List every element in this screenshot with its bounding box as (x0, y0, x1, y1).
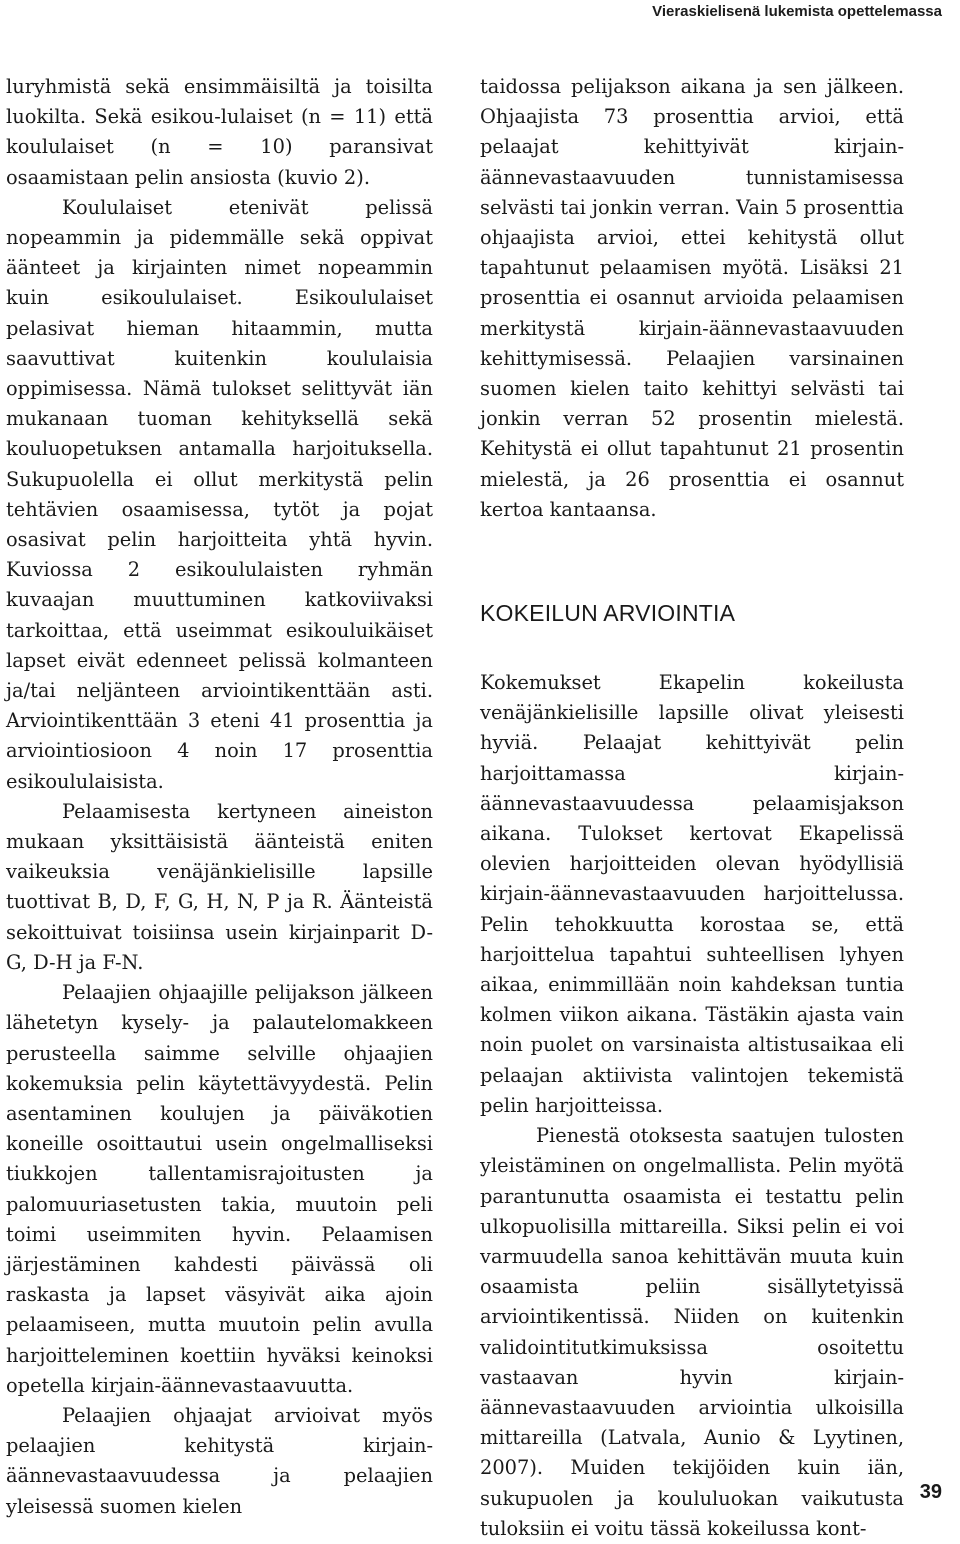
right-column (480, 72, 904, 1544)
body-paragraph: Pelaajien ohjaajille pelijakson jälkeen lähetetyn kysely- ja palautelomakkeen perusteella saimme selville ohjaajien kokemuksia pelin käytettävyydestä. Pelin asentaminen koulujen ja päiväkotien koneille osoittautui usein ongelmalliseksi tiukkojen tallentamisrajoitusten ja palomuuriasetusten takia, muutoin peli toimi useimmiten hyvin. Pelaamisen järjestäminen kahdesti päivässä oli raskasta ja lapset väsyivät aika ajoin pelaamiseen, mutta muutoin pelin avulla harjoitteleminen koettiin hyväksi keinoksi opetella kirjain-äännevastaavuutta. (6, 981, 433, 1397)
body-paragraph: Kokemukset Ekapelin kokeilusta venäjänkielisille lapsille olivat yleisesti hyviä. Pelaajat kehittyivät pelin harjoittamassa kirjain-äännevastaavuudessa pelaamisjakson aikana. Tulokset kertovat Ekapelissä olevien harjoitteiden olevan hyödyllisiä kirjain-äännevastaavuuden harjoittelussa. Pelin tehokkuutta korostaa se, että harjoittelua tapahtui suhteellisen lyhyen aikaa, enimmillään noin kahdeksan tuntia kolmen viikon aikana. Tästäkin ajasta vain noin puolet on varsinaista altistusaikaa eli pelaajan aktiivista valintojen tekemistä pelin harjoitteissa. (480, 671, 904, 1117)
running-head: Vieraskielisenä lukemista opettelemassa (652, 3, 942, 20)
body-paragraph: luryhmistä sekä ensimmäisiltä ja toisilta luokilta. Sekä esikou-lulaiset (n = 11) että koululaiset (n = 10) paransivat osaamistaan pelin ansiosta (kuvio 2). (6, 75, 433, 189)
page-number: 39 (919, 1481, 942, 1503)
body-paragraph: Pelaajien ohjaajat arvioivat myös pelaajien kehitystä kirjain-äännevastaavuudessa ja pelaajien yleisessä suomen kielen (6, 1403, 433, 1518)
section-heading: KOKEILUN ARVIOINTIA (480, 600, 736, 627)
body-paragraph: taidossa pelijakson aikana ja sen jälkeen. Ohjaajista 73 prosenttia arvioi, että pelaajat kehittyivät kirjain-äännevastaavuuden tunnistamisessa selvästi tai jonkin verran. Vain 5 prosenttia ohjaajista arvioi, ettei kehitystä ollut tapahtunut pelaamisen myötä. Lisäksi 21 prosenttia ei osannut arvioida pelaamisen merkitystä kirjain-äännevastaavuuden kehittymisessä. Pelaajien varsinainen suomen kielen taito kehittyi selvästi tai jonkin verran 52 prosentin mielestä. Kehitystä ei ollut tapahtunut 21 prosentin mielestä, ja 26 prosenttia ei osannut kertoa kantaansa. (480, 75, 904, 521)
body-paragraph: Pienestä otoksesta saatujen tulosten yleistäminen on ongelmallista. Pelin myötä parantunutta osaamista ei testattu pelin ulkopuolisilla mittareilla. Siksi pelin ei voi varmuudella sanoa kehittävän muuta kuin osaamista peliin sisällytetyissä arviointikentissä. Niiden on kuitenkin validointitutkimuksissa osoitettu vastaavan hyvin kirjain-äännevastaavuuden arviointia ulkoisilla mittareilla (Latvala, Aunio & Lyytinen, 2007). Muiden tekijöiden kuin iän, sukupuolen ja koululuokan vaikutusta tuloksiin ei voitu tässä kokeilussa kont- (480, 1124, 904, 1540)
left-column (6, 72, 433, 1522)
body-paragraph: Pelaamisesta kertyneen aineiston mukaan yksittäisistä äänteistä eniten vaikeuksia venäjänkielisille lapsille tuottivat B, D, F, G, H, N, P ja R. Äänteistä sekoittuivat toisiinsa usein kirjainparit D-G, D-H ja F-N. (6, 799, 433, 974)
body-paragraph: Koululaiset etenivät pelissä nopeammin ja pidemmälle sekä oppivat äänteet ja kirjainten nimet nopeammin kuin esikoululaiset. Esikoululaiset pelasivat hieman hitaammin, mutta saavuttivat kuitenkin koululaisia oppimisessa. Nämä tulokset selittyvät iän mukanaan tuoman kehityksellä sekä kouluopetuksen antamalla harjoituksella. Sukupuolella ei ollut merkitystä pelin tehtävien osaamisessa, tytöt ja pojat osasivat pelin harjoitteita yhtä hyvin. Kuviossa 2 esikoululaisten ryhmän kuvaajan muuttuminen katkoviivaksi tarkoittaa, että useimmat esikouluikäiset lapset eivät edenneet pelissä kolmanteen ja/tai neljänteen arviointikenttään asti. Arviointikenttään 3 eteni 41 prosenttia ja arviointiosioon 4 noin 17 prosenttia esikoululaisista. (6, 195, 433, 793)
